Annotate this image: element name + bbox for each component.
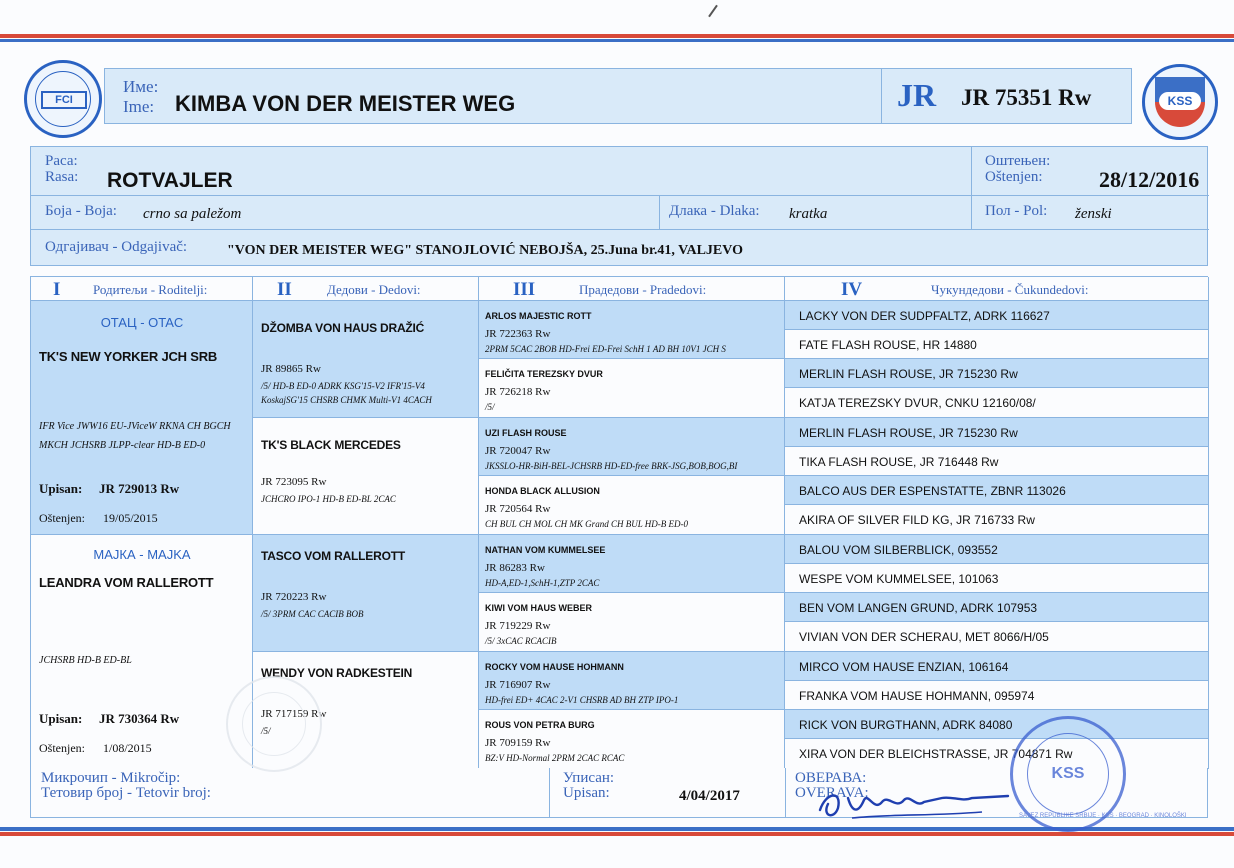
sex-value: ženski: [1075, 206, 1112, 222]
fci-logo-text: FCI: [41, 91, 87, 109]
grandparent-titles: /5/ 3PRM CAC CACIB BOB: [261, 609, 364, 619]
top-red-stripe: [0, 34, 1234, 38]
great-grandparent-reg: JR 720047 Rw: [485, 445, 551, 457]
grandparent-reg: JR 717159 Rw: [261, 708, 327, 720]
great-grandparent-name: UZI FLASH ROUSE: [485, 428, 567, 438]
ancestor-entry: BALCO AUS DER ESPENSTATTE, ZBNR 113026: [799, 484, 1066, 498]
grandparent-name: TASCO VOM RALLEROTT: [261, 549, 405, 563]
sire-heading: ОТАЦ - OTAC: [100, 315, 184, 330]
ancestor-entry: MERLIN FLASH ROUSE, JR 715230 Rw: [799, 426, 1018, 440]
grandparent-titles: KoskajSG'15 CHSRB CHMK Multi-V1 4CACH: [261, 395, 432, 405]
grandparent-name: WENDY VON RADKESTEIN: [261, 666, 413, 680]
great-grandparent-name: KIWI VOM HAUS WEBER: [485, 603, 592, 613]
dam-cell: [31, 535, 253, 769]
great-grandparent-cell: [479, 476, 785, 535]
grandparent-titles: /5/: [261, 726, 271, 736]
breed-label-lat: Rasa:: [45, 169, 79, 185]
verified-label-lat: OVERAVA:: [795, 785, 869, 801]
ancestor-entry: MERLIN FLASH ROUSE, JR 715230 Rw: [799, 367, 1018, 381]
grandparent-cell: [253, 418, 479, 535]
great-grandparent-cell: [479, 418, 785, 476]
great-grandparent-reg: JR 722363 Rw: [485, 328, 551, 340]
tattoo-label: Тетовир број - Tetovir broj:: [41, 785, 211, 801]
great-grandparent-reg: JR 86283 Rw: [485, 562, 545, 574]
great-grandparent-cell: [479, 710, 785, 769]
registered-label-cyr: Уписан:: [563, 770, 615, 786]
stamp-ring-text: SAVEZ REPUBLIKE SRBIJE · KSS · BEOGRAD · KINOLOŠKI: [1019, 813, 1187, 819]
dam-reg-label: Upisan:: [39, 711, 83, 726]
bottom-red-stripe: [0, 832, 1234, 836]
ancestor-entry: LACKY VON DER SUDPFALTZ, ADRK 116627: [799, 309, 1050, 323]
great-grandparent-name: FELIČITA TEREZSKY DVUR: [485, 369, 603, 379]
whelped-date: 28/12/2016: [1099, 167, 1200, 192]
top-blue-stripe: [0, 39, 1234, 42]
coat-value: kratka: [789, 206, 828, 222]
breeder-label: Одгајивач - Odgajivač:: [45, 239, 188, 255]
registered-label-lat: Upisan:: [563, 785, 610, 801]
great-grandparent-name: ROUS VON PETRA BURG: [485, 720, 595, 730]
ancestor-entry: TIKA FLASH ROUSE, JR 716448 Rw: [799, 455, 999, 469]
sire-titles-2: MKCH JCHSRB JLPP-clear HD-B ED-0: [39, 440, 206, 451]
grandparent-titles: JCHCRO IPO-1 HD-B ED-BL 2CAC: [261, 494, 396, 504]
microchip-label: Микрочип - Mikročip:: [41, 770, 181, 786]
pen-mark: [708, 5, 718, 18]
ancestor-entry: BEN VOM LANGEN GRUND, ADRK 107953: [799, 601, 1038, 615]
great-grandparent-titles: BZ:V HD-Normal 2PRM 2CAC RCAC: [485, 753, 625, 763]
ancestor-entry: WESPE VOM KUMMELSEE, 101063: [799, 572, 999, 586]
color-label: Боја - Boja:: [45, 203, 117, 219]
name-label-cyr: Име:: [123, 77, 159, 96]
coat-label: Длака - Dlaka:: [669, 203, 760, 219]
stamp-center-text: KSS: [1051, 765, 1085, 782]
whelped-label-lat: Oštenjen:: [985, 169, 1043, 185]
signature: [812, 772, 1022, 832]
column-header-great-great-grandparents: IV Чукундедови - Čukundedovi:: [785, 277, 1209, 301]
sire-titles-1: IFR Vice JWW16 EU-JViceW RKNA CH BGCH: [39, 421, 231, 432]
fci-logo: [24, 60, 102, 138]
ancestor-entry: BALOU VOM SILBERBLICK, 093552: [799, 543, 998, 557]
ancestor-entry: MIRCO VOM HAUSE ENZIAN, 106164: [799, 660, 1009, 674]
sire-born: 19/05/2015: [103, 511, 158, 525]
dam-heading: МАЈКА - MAJKA: [93, 547, 191, 562]
grandparent-reg: JR 723095 Rw: [261, 476, 327, 488]
great-grandparent-name: NATHAN VOM KUMMELSEE: [485, 545, 606, 555]
name-label-lat: Ime:: [123, 97, 155, 116]
ancestor-entry: VIVIAN VON DER SCHERAU, MET 8066/H/05: [799, 630, 1049, 644]
registry-prefix: JR: [897, 77, 937, 113]
kss-logo: [1142, 64, 1218, 140]
ancestor-entry: AKIRA OF SILVER FILD KG, JR 716733 Rw: [799, 513, 1035, 527]
verified-label-cyr: ОВЕРАВА:: [795, 770, 867, 786]
great-grandparent-titles: /5/ 3xCAC RCACIB: [485, 636, 557, 646]
great-grandparent-cell: [479, 535, 785, 593]
ancestor-entry: FRANKA VOM HAUSE HOHMANN, 095974: [799, 689, 1035, 703]
column-header-parents: I Родитељи - Roditelji:: [31, 277, 253, 301]
sex-label: Пол - Pol:: [985, 203, 1048, 219]
breeder-value: "VON DER MEISTER WEG" STANOJLOVIĆ NEBOJŠA, 25.Juna br.41, VALJEVO: [227, 243, 743, 258]
sire-reg: JR 729013 Rw: [99, 481, 180, 496]
breed-label-cyr: Раса:: [45, 153, 78, 169]
embossed-seal: [226, 676, 322, 772]
ancestor-entry: FATE FLASH ROUSE, HR 14880: [799, 338, 977, 352]
great-grandparent-titles: /5/: [485, 402, 495, 412]
great-grandparent-name: ARLOS MAJESTIC ROTT: [485, 311, 592, 321]
great-grandparent-reg: JR 726218 Rw: [485, 386, 551, 398]
great-grandparent-reg: JR 709159 Rw: [485, 737, 551, 749]
sire-reg-label: Upisan:: [39, 481, 83, 496]
column-header-grandparents: II Дедови - Dedovi:: [253, 277, 479, 301]
info-box: [30, 146, 1208, 266]
great-grandparent-cell: [479, 301, 785, 359]
sire-name: TK'S NEW YORKER JCH SRB: [39, 349, 218, 364]
grandparent-titles: /5/ HD-B ED-0 ADRK KSG'15-V2 IFR'15-V4: [261, 381, 425, 391]
dam-born: 1/08/2015: [103, 741, 152, 755]
great-grandparent-reg: JR 719229 Rw: [485, 620, 551, 632]
dam-titles: JCHSRB HD-B ED-BL: [39, 655, 132, 666]
grandparent-reg: JR 89865 Rw: [261, 363, 321, 375]
great-great-grandparents-column: [785, 301, 1209, 769]
great-grandparent-cell: [479, 593, 785, 652]
ancestor-entry: KATJA TEREZSKY DVUR, CNKU 12160/08/: [799, 396, 1036, 410]
great-grandparent-titles: JKSSLO-HR-BiH-BEL-JCHSRB HD-ED-free BRK-JSG,BOB,BOG,BI: [485, 461, 738, 471]
ancestor-entry: RICK VON BURGTHANN, ADRK 84080: [799, 718, 1013, 732]
great-grandparent-titles: HD-A,ED-1,SchH-1,ZTP 2CAC: [485, 578, 600, 588]
pedigree-table: [30, 276, 1208, 768]
great-grandparent-titles: 2PRM 5CAC 2BOB HD-Frei ED-Frei SchH 1 AD BH 10V1 JCH S: [485, 344, 726, 354]
grandparent-name: DŽOMBA VON HAUS DRAŽIĆ: [261, 321, 425, 335]
column-header-great-grandparents: III Прадедови - Pradedovi:: [479, 277, 785, 301]
kss-logo-text: KSS: [1159, 92, 1201, 110]
grandparent-reg: JR 720223 Rw: [261, 591, 327, 603]
color-value: crno sa paležom: [143, 206, 242, 222]
great-grandparent-titles: HD-frei ED+ 4CAC 2-V1 CHSRB AD BH ZTP IPO-1: [485, 695, 679, 705]
great-grandparent-name: HONDA BLACK ALLUSION: [485, 486, 600, 496]
name-header-box: [104, 68, 1132, 124]
ancestor-entry: XIRA VON DER BLEICHSTRASSE, JR 704871 Rw: [799, 747, 1073, 761]
great-grandparent-cell: [479, 652, 785, 710]
registered-date: 4/04/2017: [679, 788, 740, 804]
whelped-label-cyr: Оштењен:: [985, 153, 1051, 169]
registry-number: JR 75351 Rw: [961, 85, 1092, 110]
sire-born-label: Oštenjen:: [39, 511, 85, 525]
dog-name: KIMBA VON DER MEISTER WEG: [175, 91, 516, 116]
grandparent-cell: [253, 301, 479, 418]
kss-stamp: [1010, 716, 1187, 832]
great-grandparent-name: ROCKY VOM HAUSE HOHMANN: [485, 662, 624, 672]
breed-value: ROTVAJLER: [107, 169, 233, 192]
dam-reg: JR 730364 Rw: [99, 711, 180, 726]
great-grandparent-reg: JR 716907 Rw: [485, 679, 551, 691]
great-grandparent-reg: JR 720564 Rw: [485, 503, 551, 515]
dam-born-label: Oštenjen:: [39, 741, 85, 755]
grandparent-cell: [253, 535, 479, 652]
dam-name: LEANDRA VOM RALLEROTT: [39, 575, 214, 590]
great-grandparent-cell: [479, 359, 785, 418]
sire-cell: [31, 301, 253, 535]
great-grandparent-titles: CH BUL CH MOL CH MK Grand CH BUL HD-B ED-0: [485, 519, 689, 529]
grandparent-name: TK'S BLACK MERCEDES: [261, 438, 401, 452]
